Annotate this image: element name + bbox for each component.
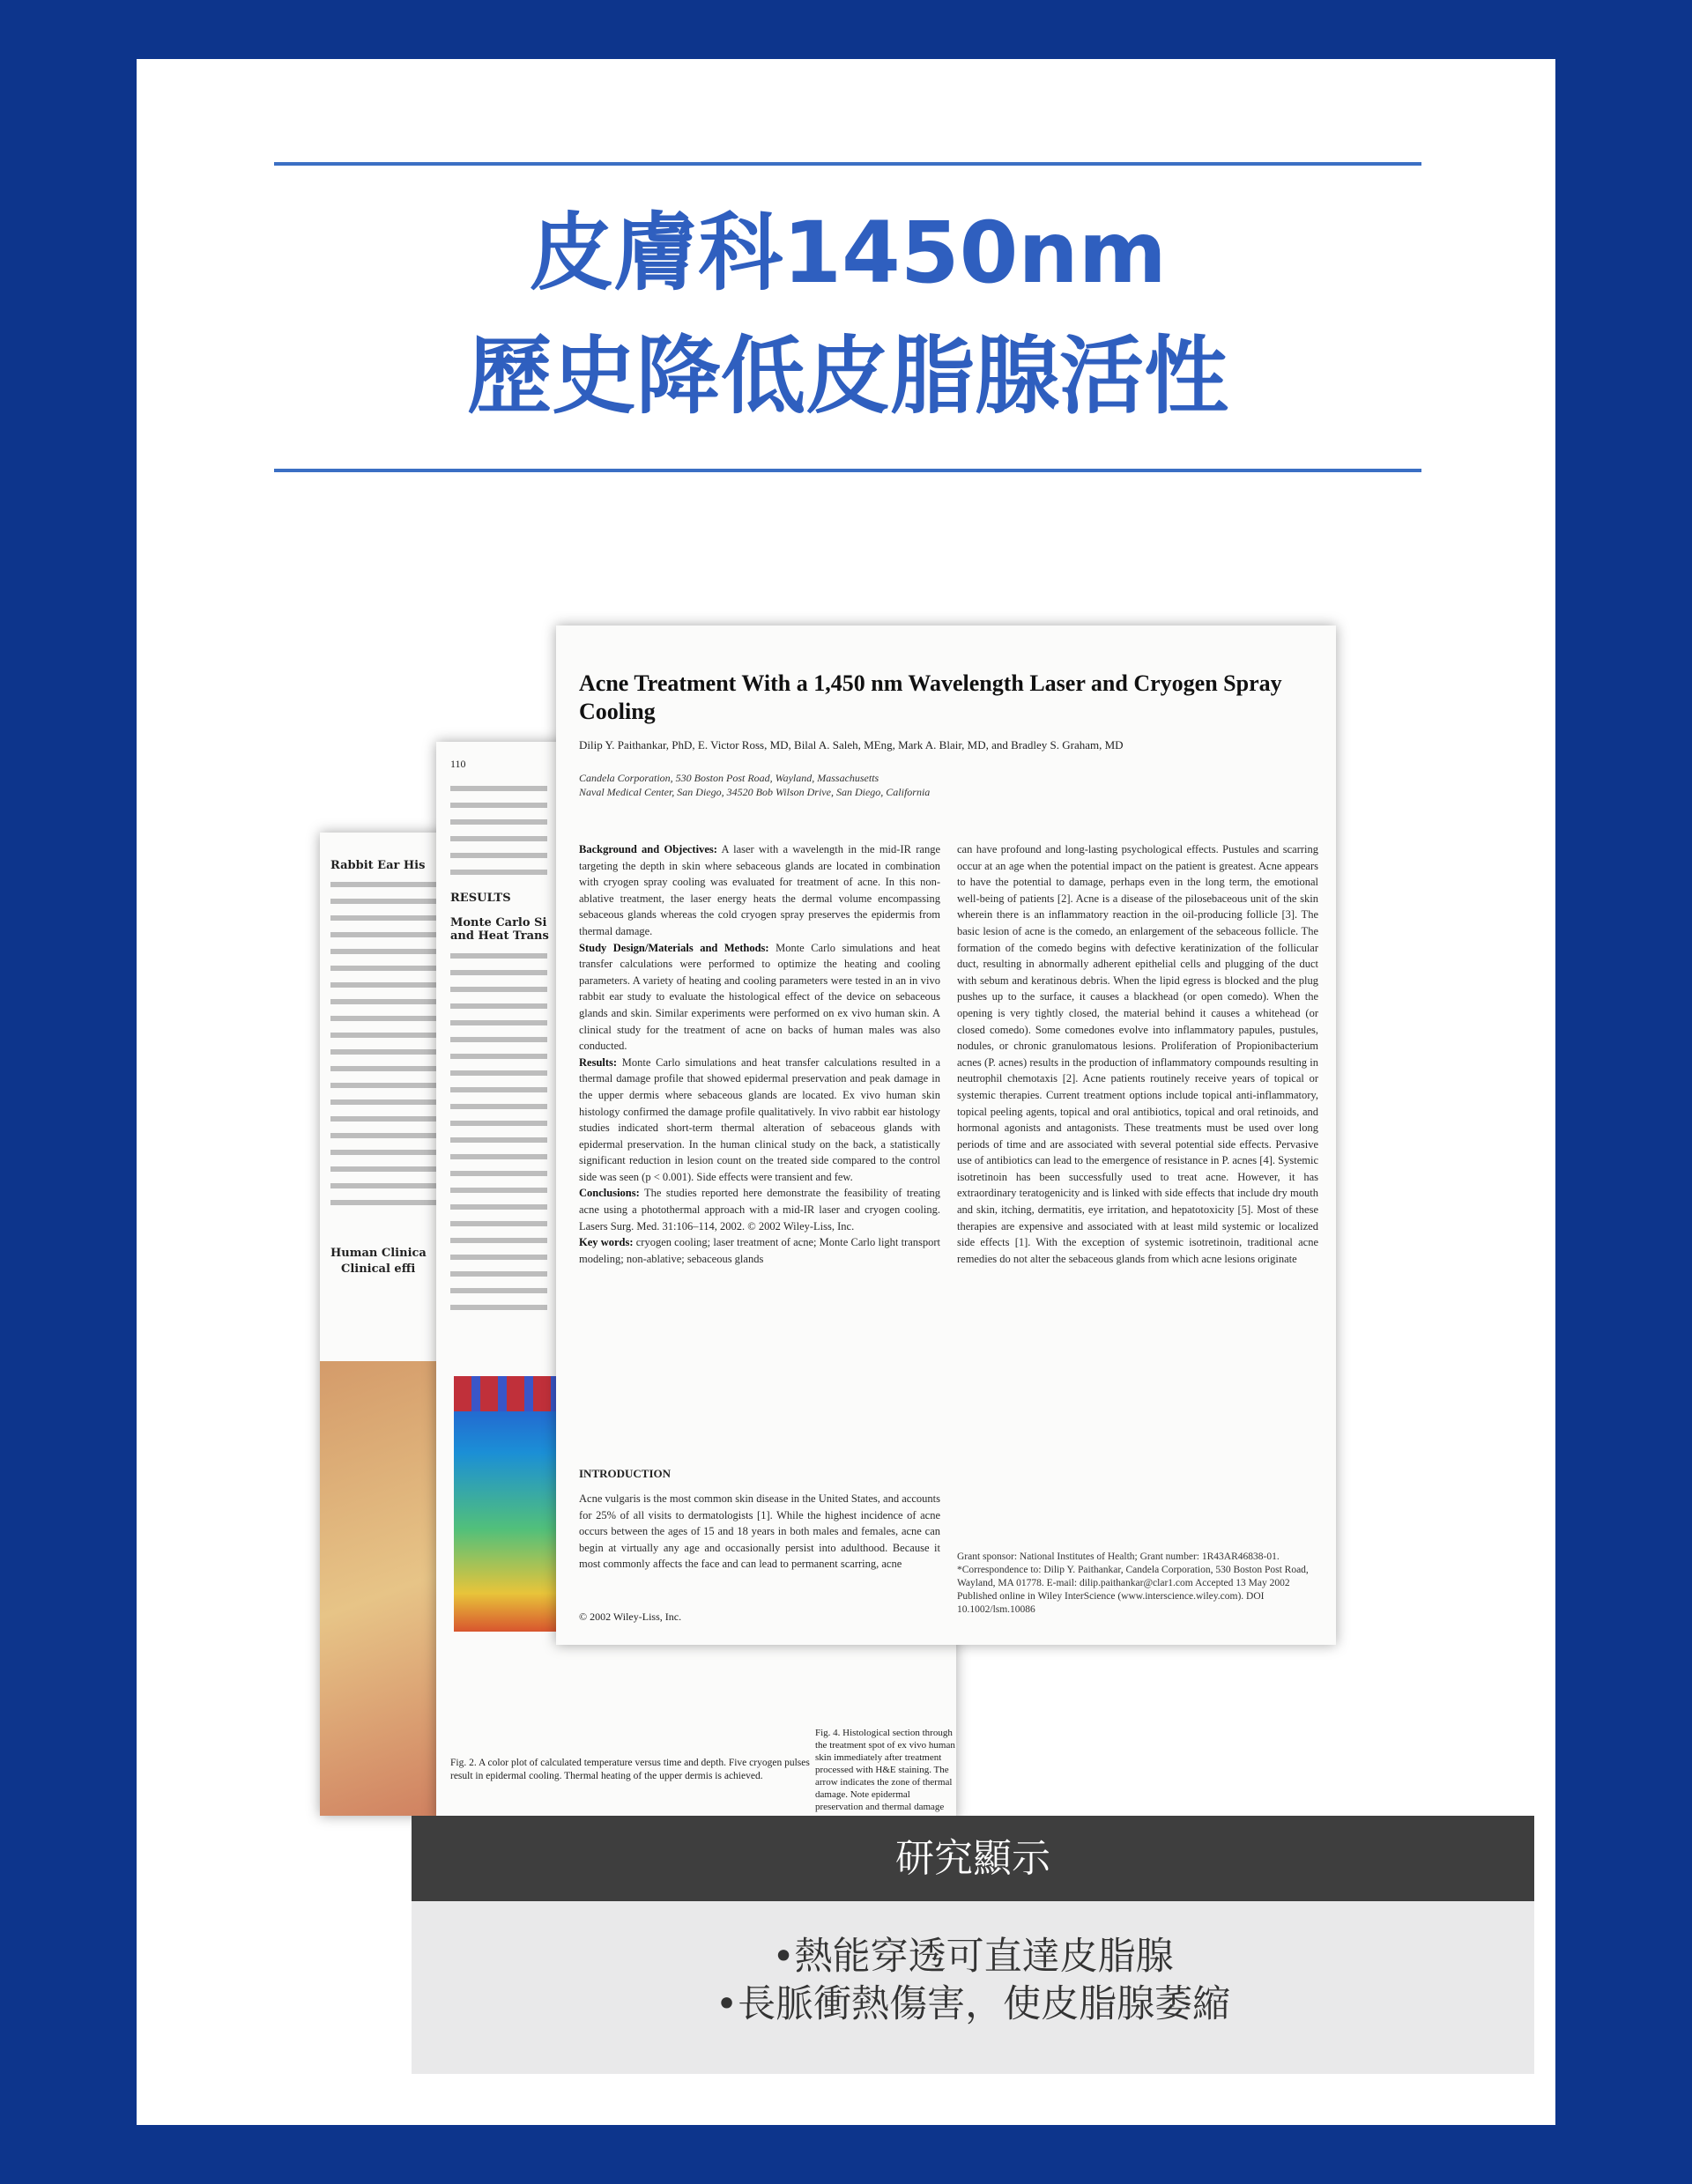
intro-heading: INTRODUCTION — [579, 1467, 672, 1480]
content-card — [137, 59, 1555, 2125]
finding-item: •熱能穿透可直達皮脂腺 — [772, 1935, 1174, 1979]
affiliation-2: Naval Medical Center, San Diego, 34520 Bob Wilson Drive, San Diego, California — [579, 786, 931, 798]
fig4-caption: Fig. 4. Histological section through the treatment spot of ex vivo human skin immediately after treatment processed with H&E staining. The arrow indicates the zone of thermal damage. Note epidermal preservation and thermal damage — [815, 1728, 955, 1812]
results-text: Monte Carlo simulations and heat transfer calculations resulted in a thermal damage profile that showed epidermal preservation and peak damage in the upper dermis where sebaceous glands are located. Ex vivo human skin histology confirmed the damage profile qualitatively. In vivo rabbit ear histology studies indicated short-term thermal alteration of sebaceous glands with epidermal preservation. In the human clinical study on the back, a statistically significant reduction in lesion count on the treated side compared to the control side was seen (p < 0.001). Side effects were transient and few. — [579, 1055, 940, 1183]
headline-line-1: 皮膚科1450nm — [529, 204, 1167, 302]
methods-text: Monte Carlo simulations and heat transfer calculations were performed to optimize the heating and cooling parameters. A variety of heating and cooling parameters were tested in an in vivo rabbit ear study to evaluate the histological effect of the device on sebaceous glands and skin. Similar experiments were performed on ex vivo human skin. A clinical study for the treatment of acne on backs of human males was also conducted. — [579, 941, 940, 1053]
far-page-subheading-2: Clinical effi — [341, 1262, 416, 1276]
middle-page-text-top — [450, 786, 547, 886]
paper-page-front — [556, 626, 1336, 1645]
methods-label: Study Design/Materials and Methods: — [579, 941, 769, 954]
study-banner: 研究顯示 — [412, 1816, 1534, 1901]
abstract-column — [579, 841, 940, 1267]
conclusions-text: The studies reported here demonstrate the feasibility of treating acne using a photothermal approach with a mid-IR laser and cryogen cooling. Lasers Surg. Med. 31:106–114, 2002. © 2002 Wiley-Liss, Inc. — [579, 1187, 941, 1233]
results-label: Results: — [579, 1055, 618, 1069]
finding-item: •長脈衝熱傷害，使皮脂腺萎縮 — [715, 1982, 1231, 2026]
paper-affiliations — [579, 771, 1302, 799]
intro-text: Acne vulgaris is the most common skin disease in the United States, and accounts for 25% of all visits to dermatologists [1]. While the highest incidence of acne occurs between the ages of 15 and 18 years in both males and females, acne can begin at virtually any age and occasionally persist into adulthood. Because it most commonly affects the face and can lead to permanent scarring, acne — [579, 1492, 940, 1571]
grant-footnote: Grant sponsor: National Institutes of Health; Grant number: 1R43AR46838-01. *Correspondence to: Dilip Y. Paithankar, Candela Corporation, 530 Boston Post Road, Wayland, MA 01778. E-mail: dilip.paithankar@clar1.com Accepted 13 May 2002 Published online in Wiley InterScience (www.interscience.wiley.com). DOI 10.1002/lsm.10086 — [957, 1551, 1309, 1615]
fig2-caption: Fig. 2. A color plot of calculated temperature versus time and depth. Five cryogen pulses result in epidermal cooling. Thermal heating of the upper dermis is achieved. — [450, 1758, 810, 1781]
headline-line-2: 歷史降低皮脂腺活性 — [467, 327, 1228, 426]
middle-page-text — [450, 953, 547, 1322]
background-label: Background and Objectives: — [579, 843, 717, 855]
keywords-text: cryogen cooling; laser treatment of acne; Monte Carlo light transport modeling; non-ablative; sebaceous glands — [579, 1236, 941, 1265]
far-page-subheading: Human Clinica — [330, 1247, 427, 1260]
far-page-heading: Rabbit Ear His — [330, 859, 426, 872]
conclusions-label: Conclusions: — [579, 1187, 640, 1200]
bottom-divider — [274, 469, 1421, 472]
affiliation-1: Candela Corporation, 530 Boston Post Road, Wayland, Massachusetts — [579, 772, 879, 784]
paper-copyright: © 2002 Wiley-Liss, Inc. — [579, 1610, 682, 1623]
page-number: 110 — [450, 758, 466, 770]
findings-panel — [412, 1901, 1534, 2074]
findings-list — [412, 1933, 1534, 2028]
intro-continued-column: can have profound and long-lasting psychological effects. Pustules and scarring occur at an age when the potential impact on the patient is greatest. Acne appears to have the potential to damage, perhaps even in the long term, the emotional well-being of patients [2]. Acne is a disease of the pilosebaceous unit of the skin wherein there is an inflammatory reaction in the oil-producing follicle [3]. The basic lesion of acne is the comedo, an enlargement of the sebaceous follicle. The formation of the comedo begins with defective keratinization of the follicular duct, resulting in abnormally adherent epithelial cells and plugging of the duct with sebum and keratinous debris. When the lipid egress is blocked and the plug pushes up to the surface, it causes a blackhead (or open comedo). When the opening is very tightly closed, the material behind it causes a whitehead (or closed comedo). Some comedones evolve into inflammatory papules, pustules, nodules, or chronic granulomatous lesions. Proliferation of Propionibacterium acnes (P. acnes) results in the production of inflammatory compounds resulting in neutrophil chemotaxis [2]. Acne patients routinely receive years of topical or systemic therapies. Current treatment options include topical anti-inflammatory, topical peeling agents, topical and oral antibiotics, topical and oral retinoids, and hormonal agonists and antagonists. These treatments must be used over long periods of time and are associated with several potential side effects. Pervasive use of antibiotics can lead to the emergence of resistance in P. acnes [4]. Systemic isotretinoin has been successfully used to treat acne. However, it has extraordinary teratogenicity and is linked with side effects that include dry mouth and skin, itching, dermatitis, eye irritation, and hepatotoxicity [5]. Most of these therapies are expensive and associated with at least mild systemic or localized side effects [1]. With the exception of systemic isotretinoin, traditional acne remedies do not alter the sebaceous glands from which acne lesions originate — [957, 843, 1318, 1265]
monte-carlo-subheading: Monte Carlo Si and Heat Trans — [450, 916, 549, 943]
background-text: A laser with a wavelength in the mid-IR range targeting the depth in skin where sebaceous glands are located in combination with cryogen spray cooling was evaluated for treatment of acne. In this non-ablative treatment, the laser energy heats the dermal volume encompassing sebaceous glands whereas the cold cryogen spray preserves the epidermis from thermal damage. — [579, 843, 940, 937]
top-divider — [274, 162, 1421, 166]
paper-authors: Dilip Y. Paithankar, PhD, E. Victor Ross, MD, Bilal A. Saleh, MEng, Mark A. Blair, MD, and Bradley S. Graham, MD — [579, 738, 1124, 751]
keywords-label: Key words: — [579, 1236, 634, 1249]
paper-title: Acne Treatment With a 1,450 nm Wavelength Laser and Cryogen Spray Cooling — [579, 670, 1282, 724]
results-heading: RESULTS — [450, 892, 511, 905]
